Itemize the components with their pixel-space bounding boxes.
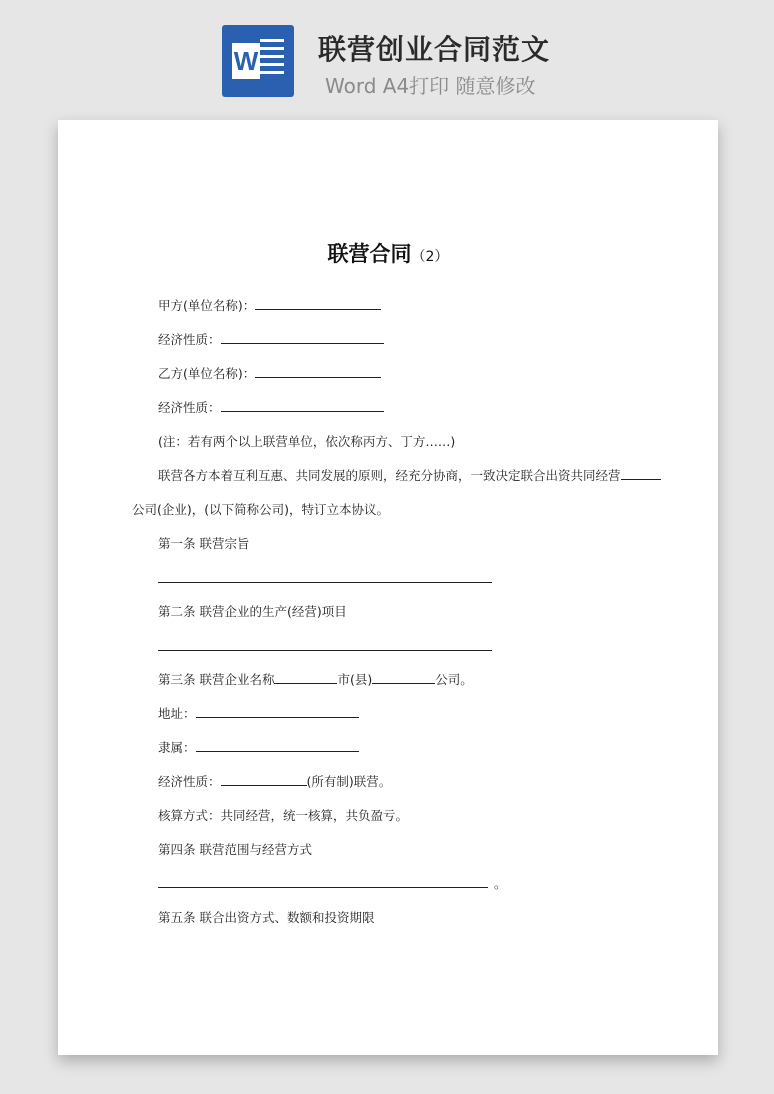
article-3-blank-1[interactable] [274, 671, 337, 684]
affiliation-line [158, 738, 359, 756]
econ-nature-3-suffix: (所有制)联营。 [306, 774, 392, 789]
document-title [58, 238, 718, 268]
word-icon-letter: W [232, 43, 260, 79]
document-title-number: （2） [411, 249, 449, 265]
article-3-blank-2[interactable] [372, 671, 435, 684]
address-blank[interactable] [196, 705, 359, 718]
econ-nature-1-label: 经济性质： [158, 332, 221, 347]
article-5-heading: 第五条 联合出资方式、数额和投资期限 [158, 910, 375, 925]
address-line [158, 704, 359, 722]
article-1-heading: 第一条 联营宗旨 [158, 536, 250, 551]
affiliation-blank[interactable] [196, 739, 359, 752]
party-a-line [158, 296, 381, 314]
article-4-period: 。 [494, 876, 507, 891]
econ-nature-3-blank[interactable] [221, 773, 307, 786]
econ-nature-1-blank[interactable] [221, 331, 384, 344]
address-label: 地址： [158, 706, 196, 721]
article-3-city: 市(县) [337, 672, 373, 687]
accounting-line: 核算方式：共同经营，统一核算，共负盈亏。 [158, 808, 409, 823]
word-icon [222, 25, 294, 97]
econ-nature-2-line [158, 398, 384, 416]
party-a-blank[interactable] [255, 297, 381, 310]
word-icon-lines [260, 39, 284, 83]
article-4-blank[interactable] [158, 875, 488, 888]
note-line: (注：若有两个以上联营单位，依次称丙方、丁方……) [158, 434, 456, 449]
intro-blank[interactable] [621, 467, 661, 480]
page-title: 联营创业合同范文 [318, 33, 551, 66]
article-4-blank-line [158, 874, 507, 892]
intro-line-1 [158, 466, 661, 484]
header [0, 0, 774, 110]
affiliation-label: 隶属： [158, 740, 196, 755]
article-2-blank[interactable] [158, 650, 492, 651]
article-3-line [158, 670, 473, 688]
party-b-line [158, 364, 381, 382]
econ-nature-2-label: 经济性质： [158, 400, 221, 415]
party-b-label: 乙方(单位名称)： [158, 366, 256, 381]
party-b-blank[interactable] [255, 365, 381, 378]
article-3-heading: 第三条 联营企业名称 [158, 672, 275, 687]
document-title-text: 联营合同 [327, 242, 412, 266]
intro-text-1: 联营各方本着互利互惠、共同发展的原则，经充分协商，一致决定联合出资共同经营 [158, 468, 621, 483]
article-2-heading: 第二条 联营企业的生产(经营)项目 [158, 604, 347, 619]
econ-nature-2-blank[interactable] [221, 399, 384, 412]
article-3-company: 公司。 [435, 672, 473, 687]
party-a-label: 甲方(单位名称)： [158, 298, 256, 313]
econ-nature-3-line [158, 772, 391, 790]
article-1-blank[interactable] [158, 582, 492, 583]
econ-nature-1-line [158, 330, 384, 348]
page-subtitle: Word A4打印 随意修改 [325, 74, 536, 98]
article-4-heading: 第四条 联营范围与经营方式 [158, 842, 312, 857]
document-page [58, 120, 718, 1055]
intro-line-2: 公司(企业)，(以下简称公司)，特订立本协议。 [132, 502, 390, 517]
econ-nature-3-label: 经济性质： [158, 774, 221, 789]
